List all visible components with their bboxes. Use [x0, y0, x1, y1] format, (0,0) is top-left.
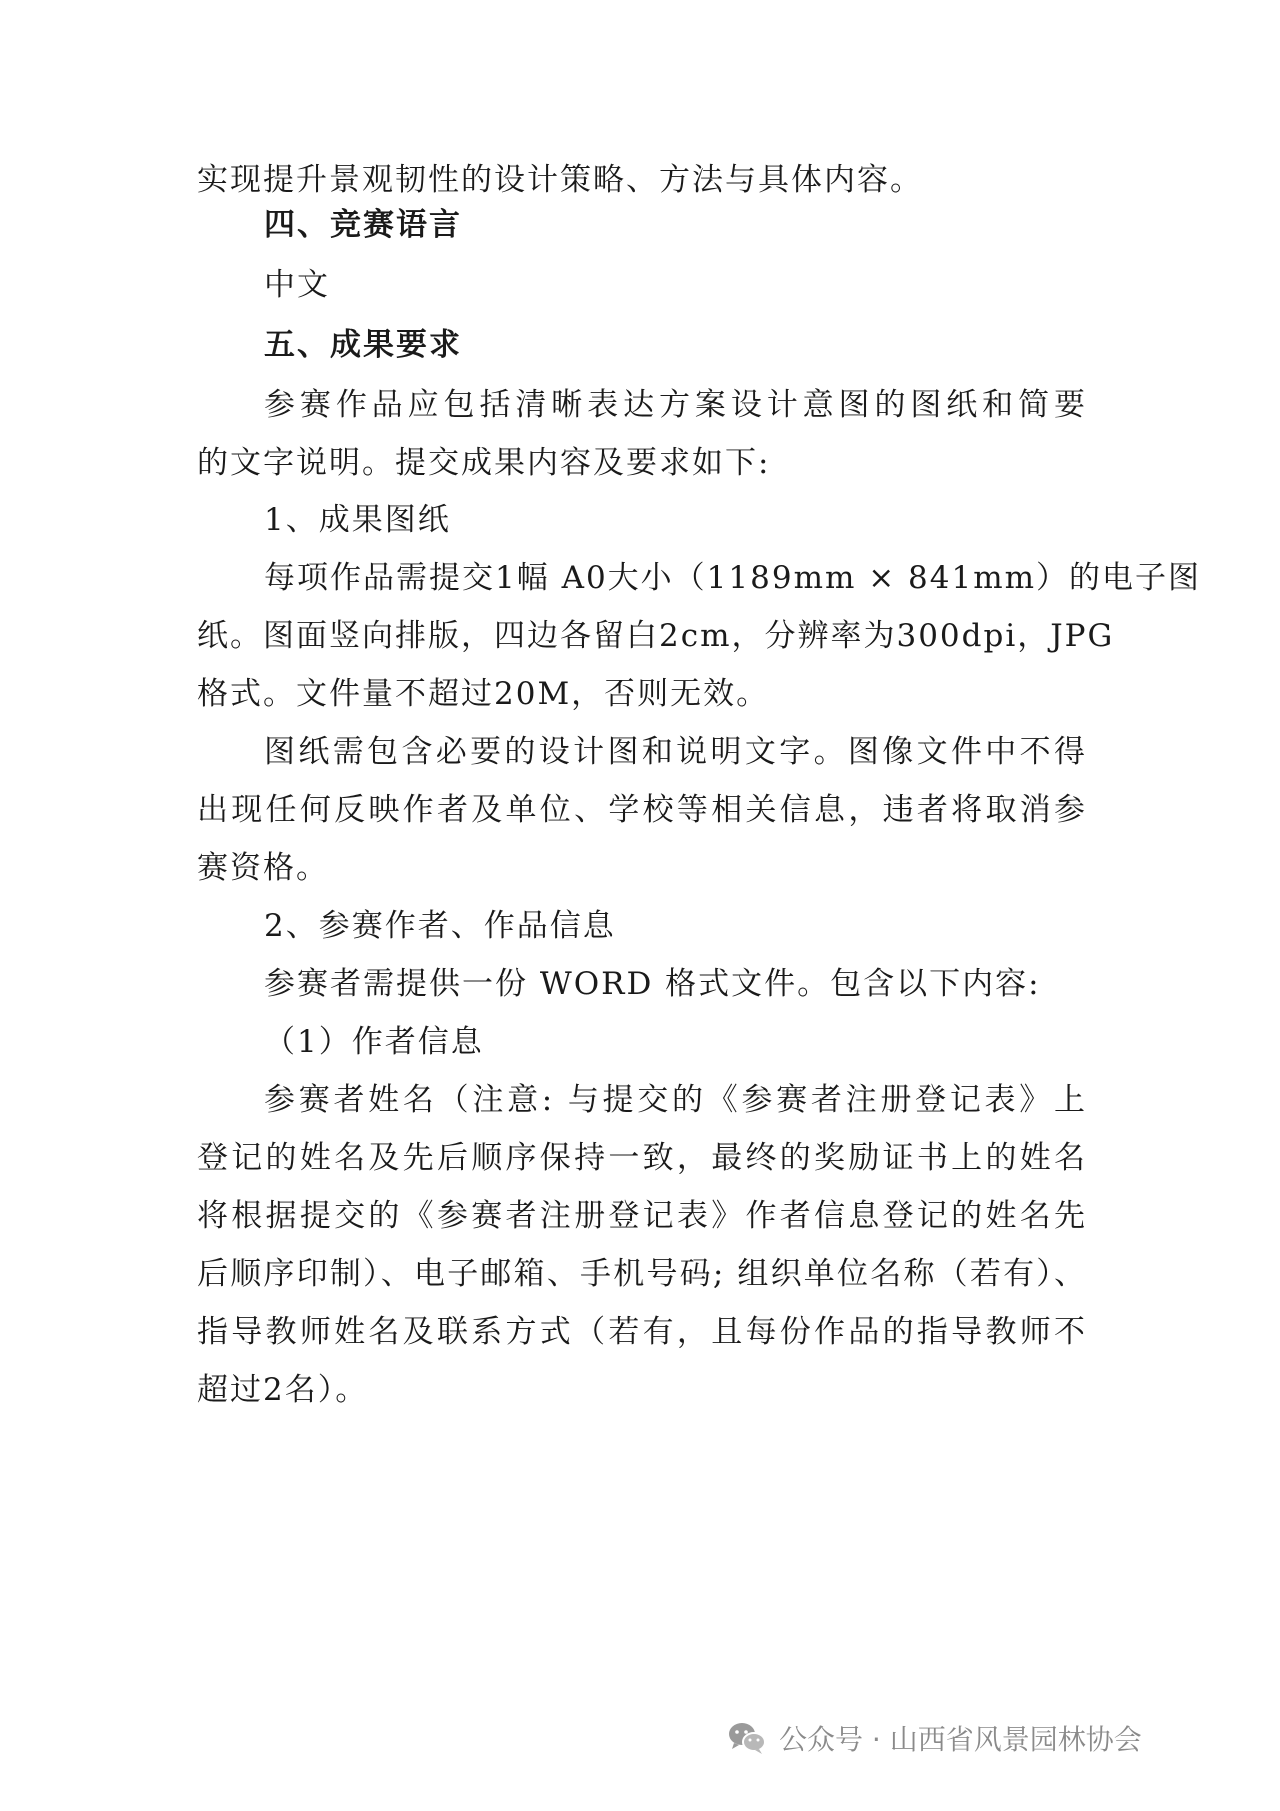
body-text-line: 格式。文件量不超过20M，否则无效。: [197, 676, 770, 712]
watermark: [727, 1718, 1142, 1758]
wechat-icon: [727, 1721, 767, 1755]
body-text-line: 图纸需包含必要的设计图和说明文字。图像文件中不得: [264, 734, 1087, 770]
body-text-line: 指导教师姓名及联系方式（若有，且每份作品的指导教师不: [197, 1314, 1087, 1350]
body-text-line: 赛资格。: [197, 850, 329, 886]
body-text-line: 的文字说明。提交成果内容及要求如下:: [197, 445, 771, 481]
body-text-line: 每项作品需提交1幅 A0大小（1189mm × 841mm）的电子图: [264, 560, 1202, 596]
body-text-line: 实现提升景观韧性的设计策略、方法与具体内容。: [197, 162, 923, 198]
body-text-line: 登记的姓名及先后顺序保持一致，最终的奖励证书上的姓名: [197, 1140, 1087, 1176]
section-heading-language: 四、竞赛语言: [264, 207, 462, 243]
body-text-line: 纸。图面竖向排版，四边各留白2cm，分辨率为300dpi，JPG: [197, 618, 1115, 654]
subsection-heading-author-info: 2、参赛作者、作品信息: [264, 908, 616, 944]
body-text-line: 参赛者姓名（注意: 与提交的《参赛者注册登记表》上: [264, 1082, 1087, 1118]
body-text-line: 中文: [264, 267, 330, 303]
body-text-line: 超过2名）。: [197, 1372, 369, 1408]
body-text-line: 出现任何反映作者及单位、学校等相关信息，违者将取消参: [197, 792, 1087, 828]
section-heading-deliverables: 五、成果要求: [264, 327, 462, 363]
subsection-heading-drawings: 1、成果图纸: [264, 502, 451, 538]
body-text-line: 参赛者需提供一份 WORD 格式文件。包含以下内容:: [264, 966, 1041, 1002]
subsection-heading-author: （1）作者信息: [264, 1024, 484, 1060]
body-text-line: 参赛作品应包括清晰表达方案设计意图的图纸和简要: [264, 387, 1087, 423]
body-text-line: 将根据提交的《参赛者注册登记表》作者信息登记的姓名先: [197, 1198, 1087, 1234]
body-text-line: 后顺序印制）、电子邮箱、手机号码; 组织单位名称（若有）、: [197, 1256, 1087, 1292]
watermark-text: 公众号 · 山西省风景园林协会: [779, 1723, 1142, 1756]
